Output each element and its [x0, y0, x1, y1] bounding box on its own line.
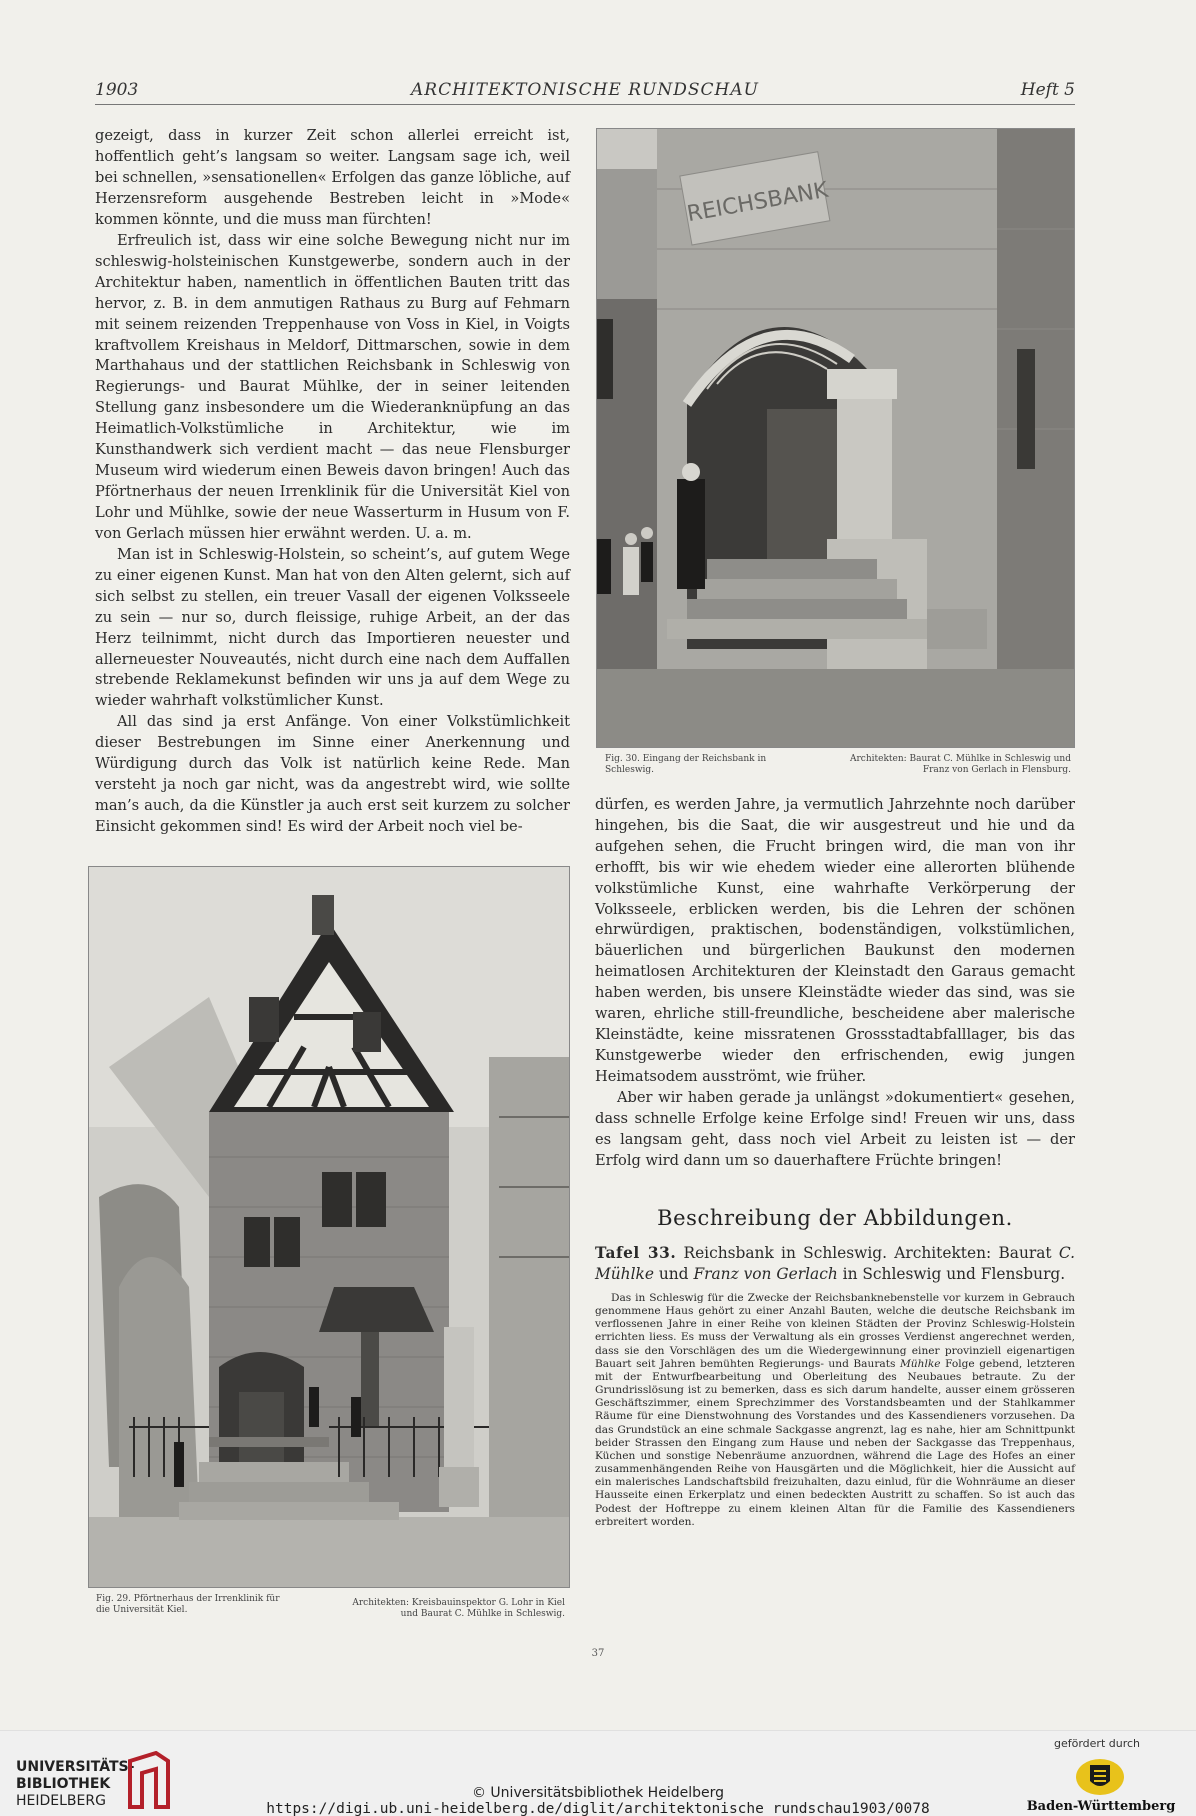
left-paragraph-4: All das sind ja erst Anfänge. Von einer Volkstümlichkeit dieser Bestrebungen im Sinne einer Anerkennung und Würdigung durch das Volk ist natürlich keine Rede. Man versteht ja noch gar nicht, was da angestrebt wird, wie sollte man’s auch, da die Künstler ja auch erst seit kurzem zu solcher Einsicht gekommen sind! Es wird der Arbeit noch viel be- [95, 713, 570, 835]
library-line-1: UNIVERSITÄTS- [16, 1759, 135, 1775]
left-paragraph-1: gezeigt, dass in kurzer Zeit schon allerlei erreicht ist, hoffentlich geht’s langsam so weiter. Langsam sage ich, weil bei schnellen, »sensationellen« Erfolgen das ganze löbliche, auf Herzensreform ausgehende Bestreben leicht in »Mode« kommen könnte, und die muss man fürchten! [95, 127, 570, 228]
fig30-photo [596, 128, 1075, 748]
running-head-title: ARCHITEKTONISCHE RUNDSCHAU [411, 80, 759, 100]
left-paragraph-2: Erfreulich ist, dass wir eine solche Bewegung nicht nur im schleswig-holsteinischen Kunstgewerbe, sondern auch in der Architektur haben, namentlich in öffentlichen Bauten tritt das hervor, z. B. in dem anmutigen Rathaus zu Burg auf Fehmarn mit seinem reizenden Treppenhause von Voss in Kiel, in Voigts kraftvollem Kreishaus in Meldorf, Dittmarschen, sowie in dem Marthahaus und der stattlichen Reichsbank in Schleswig von Regierungs- und Baurat Mühlke, der in seiner leitenden Stellung ganz insbesondere um die Wiederanknüpfung an das Heimatlich-Volkstümliche in Architektur, wie im Kunsthandwerk sich verdient macht — das neue Flensburger Museum wird wiederum einen Beweis davon bringen! Auch das Pförtnerhaus der neuen Irrenklinik für die Universität Kiel von Lohr und Mühlke, sowie der neue Wasserturm in Husum von F. von Gerlach müssen hier erwähnt werden. U. a. m. [95, 232, 570, 542]
running-head-issue: Heft 5 [1020, 80, 1075, 100]
page-number: 37 [591, 1648, 605, 1659]
header-rule [95, 104, 1075, 105]
running-head-year: 1903 [95, 80, 139, 100]
fig29-photo [88, 866, 570, 1588]
tafel-architect-2: Franz von Gerlach [693, 1265, 838, 1283]
fig29-caption-left: Fig. 29. Pförtnerhaus der Irrenklinik für die Universität Kiel. [96, 1594, 280, 1615]
description-name: Mühlke [899, 1357, 941, 1370]
description-part-1: Das in Schleswig für die Zwecke der Reichsbanknebenstelle vor kurzem in Gebrauch genommene Haus gehört zu einer Anzahl Bauten, welche die deutsche Reichsbank im verflossenen Jahre in einer Reihe von kleinen Städten der Provinz Schleswig-Holstein errichten liess. Es muss der Verwaltung als ein grosses Verdienst angerechnet werden, dass sie den Vorschlägen des um die Wiedergewinnung einer provinziell eigenartigen Bauart seit Jahren bemühten Regierungs- und Baurats [595, 1292, 1075, 1370]
right-paragraph-1: dürfen, es werden Jahre, ja vermutlich Jahrzehnte noch darüber hingehen, bis die Saat, die wir ausgestreut und hie und da aufgehen sehen, die Frucht bringen wird, die man von ihr erhofft, bis wir wie ehedem wieder eine allerorten blühende volkstümliche Kunst, eine wahrhafte Verkörperung der Volksseele, erblicken werden, bis die Lehren der schönen ehrwürdigen, praktischen, bodenständigen, volkstümlichen, bäuerlichen und bürgerlichen Baukunst den modernen heimatlosen Architekturen der Kleinstadt den Garaus gemacht haben werden, bis unsere Kleinstädte wieder das sind, was sie waren, ehrliche still-freundliche, bescheidene aber malerische Kleinstädte, keine missratenen Grossstadtabfalllager, bis das Kunstgewerbe wieder den erfrischenden, ewig jungen Heimatsodem ausströmt, wie früher. [595, 796, 1075, 1085]
tafel-label: Tafel 33. [595, 1244, 677, 1262]
copyright-text: © Universitätsbibliothek Heidelberg [471, 1785, 724, 1801]
section-heading: Beschreibung der Abbildungen. [657, 1206, 1013, 1230]
baden-wuerttemberg-crest-icon [1074, 1757, 1126, 1797]
fig30-caption-right: Architekten: Baurat C. Mühlke in Schleswig und Franz von Gerlach in Flensburg. [849, 754, 1071, 775]
running-head [95, 80, 1075, 104]
tafel-text: Reichsbank in Schleswig. Architekten: Baurat [683, 1244, 1052, 1262]
state-name[interactable]: Baden-Württemberg [1026, 1799, 1176, 1814]
plate-description [595, 1292, 1075, 1529]
library-line-3: HEIDELBERG [16, 1793, 106, 1809]
library-line-2: BIBLIOTHEK [16, 1776, 111, 1792]
sponsor-label: gefördert durch [1053, 1737, 1141, 1750]
fig30-caption-left: Fig. 30. Eingang der Reichsbank in Schleswig. [605, 754, 767, 775]
permalink-url[interactable]: https://digi.ub.uni-heidelberg.de/diglit/architektonische_rundschau1903/0078 [266, 1801, 930, 1816]
tafel-architect-1: C. Mühlke [595, 1244, 1075, 1283]
right-paragraph-2: Aber wir haben gerade ja unlängst »dokumentiert« gesehen, dass schnelle Erfolge keine Erfolge sind! Freuen wir uns, dass es langsam geht, dass noch viel Arbeit zu leisten ist — der Erfolg wird dann um so dauerhaftere Früchte bringen! [595, 1089, 1075, 1169]
tafel-and: und [658, 1265, 689, 1283]
tafel-rest: in Schleswig und Flensburg. [842, 1265, 1066, 1283]
fig29-caption-right: Architekten: Kreisbauinspektor G. Lohr in Kiel und Baurat C. Mühlke in Schleswig. [352, 1598, 565, 1619]
left-paragraph-3: Man ist in Schleswig-Holstein, so scheint’s, auf gutem Wege zu einer eigenen Kunst. Man hat von den Alten gelernt, sich auf sich selbst zu stellen, ein treuer Vasall der eigenen Volksseele zu sein — nur so, durch fleissige, ruhige Arbeit, an der das Herz teilnimmt, nicht durch das Importieren neuester und allerneuester Nouveautés, nicht durch eine nach dem Auffallen strebende Reklamekunst befinden wir uns ja auf dem Wege zu wieder wahrhaft volkstümlicher Kunst. [95, 546, 570, 710]
description-part-2: Folge gebend, letzteren mit der Entwurfbearbeitung und Oberleitung des Neubaues betraute. Zu der Grundrisslösung ist zu bemerken, dass es sich darum handelte, ausser einem grösseren Geschäftszimmer, einem Sprechzimmer des Vorstandsbeamten und der Stahlkammer Räume für eine Dienstwohnung des Vorstandes und des Kassendieners vorzusehen. Da das Grundstück an eine schmale Sackgasse angrenzt, lag es nahe, hier am Schnittpunkt beider Strassen den Eingang zum Hause und neben der Sackgasse das Treppenhaus, Küchen und sonstige Nebenräume anzuordnen, während die Lage des Hofes an einer zusammenhängenden Reihe von Hausgärten und die Möglichkeit, hier die Aussicht auf ein malerisches Landschaftsbild freizuhalten, dazu einlud, für die Wohnräume an dieser Hausseite einen Erkerplatz und einen bedeckten Austritt zu schaffen. So ist auch das Podest der Hoftreppe zu einem kleinen Altan für die Familie des Kassendieners erbreitert worden. [595, 1357, 1075, 1528]
footer-bar [0, 1730, 1196, 1816]
reichsbank-sign: REICHSBANK [685, 177, 830, 228]
tafel-line [595, 1243, 1075, 1285]
